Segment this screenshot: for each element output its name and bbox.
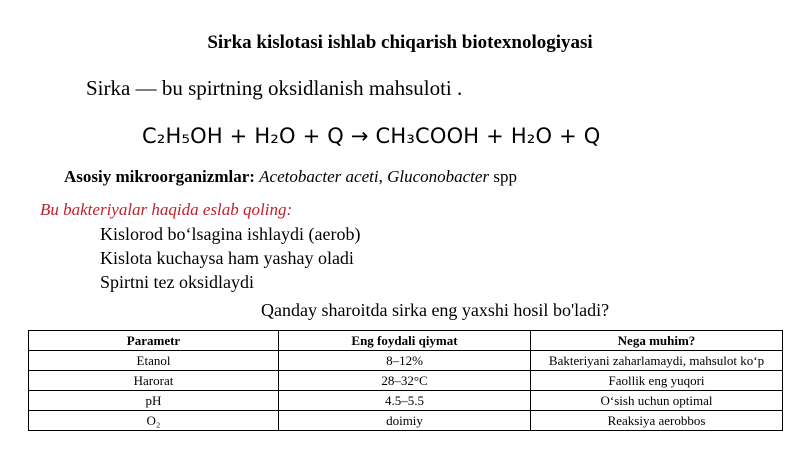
table-row [29,391,783,411]
table-cell: Bakteriyani zaharlamaydi, mahsulot ko‘p [531,351,783,371]
table-cell: 8–12% [279,351,531,371]
species-gluconobacter: Gluconobacter [387,167,490,186]
parameters-table [28,330,783,431]
table-cell: Reaksiya aerobbos [531,411,783,431]
table-header-row [29,331,783,351]
species-separator: , [378,167,388,186]
fact-item: Kislota kuchaysa ham yashay oladi [100,248,354,268]
table-cell: Faollik eng yuqori [531,371,783,391]
intro-text: Sirka — bu spirtning oksidlanish mahsuloti . [86,76,463,100]
header-optimal-value: Eng foydali qiymat [279,331,531,351]
slide-title: Sirka kislotasi ishlab chiqarish biotexnologiyasi [207,32,593,53]
table-cell: doimiy [279,411,531,431]
conditions-question: Qanday sharoitda sirka eng yaxshi hosil bo'ladi? [261,300,610,320]
species-acetobacter: Acetobacter aceti [259,167,379,186]
reminder-note: Bu bakteriyalar haqida eslab qoling: [40,200,293,219]
table-cell: O₂ [29,411,279,431]
table-cell: Etanol [29,351,279,371]
header-why-important: Nega muhim? [531,331,783,351]
table-cell: O‘sish uchun optimal [531,391,783,411]
table-cell: 28–32°C [279,371,531,391]
table-cell: pH [29,391,279,411]
table-cell: Harorat [29,371,279,391]
table-row [29,351,783,371]
reaction-equation: C₂H₅OH + H₂O + Q → CH₃COOH + H₂O + Q [142,124,601,148]
bacteria-facts-list [100,222,360,294]
microorganisms-line [64,167,517,187]
microorganisms-label: Asosiy mikroorganizmlar: [64,167,255,186]
species-suffix: spp [489,167,517,186]
fact-item: Kislorod bo‘lsagina ishlaydi (aerob) [100,224,361,244]
table-cell: 4.5–5.5 [279,391,531,411]
header-parameter: Parametr [29,331,279,351]
fact-item: Spirtni tez oksidlaydi [100,272,254,292]
table-row [29,371,783,391]
table-row [29,411,783,431]
